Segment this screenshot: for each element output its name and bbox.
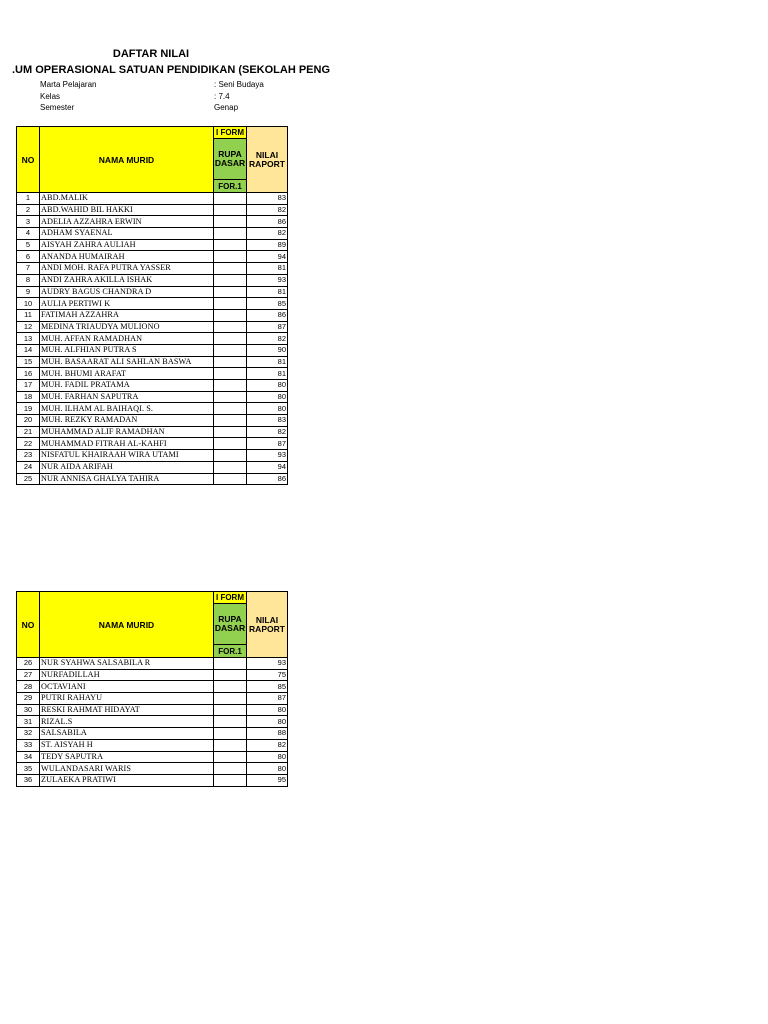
formative-score-cell <box>214 669 247 681</box>
student-row <box>17 450 288 462</box>
header-no: NO <box>17 127 40 193</box>
formative-score-cell <box>214 415 247 427</box>
formative-score-cell <box>214 426 247 438</box>
grade-table-2 <box>16 591 288 787</box>
student-name: ADHAM SYAENAL <box>40 228 214 240</box>
student-number: 2 <box>17 204 40 216</box>
report-score: 88 <box>247 728 288 740</box>
student-number: 27 <box>17 669 40 681</box>
student-number: 24 <box>17 461 40 473</box>
report-score: 86 <box>247 309 288 321</box>
report-score: 80 <box>247 380 288 392</box>
student-number: 33 <box>17 739 40 751</box>
header-name: NAMA MURID <box>40 127 214 193</box>
student-name: MUH. ILHAM AL BAIHAQI. S. <box>40 403 214 415</box>
student-row <box>17 415 288 427</box>
report-score: 89 <box>247 239 288 251</box>
student-name: MUH. BASAARAT ALI SAHLAN BASWA <box>40 356 214 368</box>
report-score: 80 <box>247 716 288 728</box>
formative-score-cell <box>214 739 247 751</box>
student-row <box>17 763 288 775</box>
student-row <box>17 669 288 681</box>
report-score: 80 <box>247 704 288 716</box>
formative-score-cell <box>214 298 247 310</box>
student-name: MUH. BHUMI ARAFAT <box>40 368 214 380</box>
student-name: PUTRI RAHAYU <box>40 693 214 705</box>
header-rupa-line2: DASAR <box>214 158 246 168</box>
student-row <box>17 356 288 368</box>
formative-score-cell <box>214 204 247 216</box>
student-name: TEDY SAPUTRA <box>40 751 214 763</box>
student-row <box>17 461 288 473</box>
report-score: 82 <box>247 426 288 438</box>
student-number: 6 <box>17 251 40 263</box>
formative-score-cell <box>214 286 247 298</box>
formative-score-cell <box>214 391 247 403</box>
student-name: SALSABILA <box>40 728 214 740</box>
student-number: 9 <box>17 286 40 298</box>
header-rupa-line1: RUPA <box>218 614 242 624</box>
student-number: 8 <box>17 274 40 286</box>
formative-score-cell <box>214 344 247 356</box>
student-name: ADELIA AZZAHRA ERWIN <box>40 216 214 228</box>
formative-score-cell <box>214 763 247 775</box>
student-name: AISYAH ZAHRA AULIAH <box>40 239 214 251</box>
student-name: ANDI ZAHRA AKILLA ISHAK <box>40 274 214 286</box>
student-name: MUH. REZKY RAMADAN <box>40 415 214 427</box>
student-number: 12 <box>17 321 40 333</box>
student-row <box>17 380 288 392</box>
report-score: 85 <box>247 298 288 310</box>
report-score: 81 <box>247 263 288 275</box>
report-score: 82 <box>247 228 288 240</box>
student-name: ANDI MOH. RAFA PUTRA YASSER <box>40 263 214 275</box>
document-subtitle <box>12 64 331 76</box>
student-number: 1 <box>17 193 40 205</box>
formative-score-cell <box>214 728 247 740</box>
student-name: RIZAL.S <box>40 716 214 728</box>
student-row <box>17 391 288 403</box>
header-name: NAMA MURID <box>40 592 214 658</box>
student-name: NUR ANNISA GHALYA TAHIRA <box>40 473 214 485</box>
formative-score-cell <box>214 309 247 321</box>
student-name: MUH. FADIL PRATAMA <box>40 380 214 392</box>
subject-label: Marta Pelajaran <box>40 80 97 89</box>
student-number: 31 <box>17 716 40 728</box>
header-rupa-dasar <box>214 139 247 180</box>
report-score: 80 <box>247 403 288 415</box>
student-name: MUHAMMAD FITRAH AL-KAHFI <box>40 438 214 450</box>
header-rupa-line2: DASAR <box>214 623 246 633</box>
formative-score-cell <box>214 380 247 392</box>
student-name: NUR AIDA ARIFAH <box>40 461 214 473</box>
student-number: 21 <box>17 426 40 438</box>
student-row <box>17 368 288 380</box>
student-row <box>17 239 288 251</box>
formative-score-cell <box>214 751 247 763</box>
student-number: 28 <box>17 681 40 693</box>
header-formative: I FORM <box>214 127 247 139</box>
report-score: 86 <box>247 473 288 485</box>
student-row <box>17 286 288 298</box>
formative-score-cell <box>214 193 247 205</box>
report-score: 94 <box>247 461 288 473</box>
report-score: 93 <box>247 658 288 670</box>
student-name: NURFADILLAH <box>40 669 214 681</box>
student-number: 29 <box>17 693 40 705</box>
report-score: 81 <box>247 368 288 380</box>
subject-value: : Seni Budaya <box>214 80 264 89</box>
formative-score-cell <box>214 368 247 380</box>
student-row <box>17 298 288 310</box>
student-number: 7 <box>17 263 40 275</box>
student-row <box>17 403 288 415</box>
formative-score-cell <box>214 704 247 716</box>
student-row <box>17 426 288 438</box>
student-number: 10 <box>17 298 40 310</box>
header-nilai-raport <box>247 127 288 193</box>
header-for1: FOR.1 <box>214 645 247 658</box>
formative-score-cell <box>214 450 247 462</box>
student-number: 26 <box>17 658 40 670</box>
formative-score-cell <box>214 274 247 286</box>
header-nilai-line2: RAPORT <box>249 623 285 634</box>
student-row <box>17 751 288 763</box>
student-row <box>17 693 288 705</box>
student-name: ABD.WAHID BIL HAKKI <box>40 204 214 216</box>
grade-table-1 <box>16 126 288 485</box>
student-name: NISFATUL KHAIRAAH WIRA UTAMI <box>40 450 214 462</box>
student-row <box>17 193 288 205</box>
report-score: 90 <box>247 344 288 356</box>
student-row <box>17 658 288 670</box>
report-score: 83 <box>247 415 288 427</box>
student-name: AUDRY BAGUS CHANDRA D <box>40 286 214 298</box>
document-title: DAFTAR NILAI <box>112 48 190 60</box>
student-row <box>17 681 288 693</box>
formative-score-cell <box>214 403 247 415</box>
formative-score-cell <box>214 658 247 670</box>
student-number: 16 <box>17 368 40 380</box>
student-name: MUH. AFFAN RAMADHAN <box>40 333 214 345</box>
header-formative: I FORM <box>214 592 247 604</box>
student-number: 20 <box>17 415 40 427</box>
student-number: 4 <box>17 228 40 240</box>
report-score: 93 <box>247 274 288 286</box>
student-name: ZULAEKA PRATIWI <box>40 774 214 786</box>
report-score: 94 <box>247 251 288 263</box>
formative-score-cell <box>214 216 247 228</box>
formative-score-cell <box>214 473 247 485</box>
report-score: 86 <box>247 216 288 228</box>
report-score: 81 <box>247 286 288 298</box>
student-name: RESKI RAHMAT HIDAYAT <box>40 704 214 716</box>
header-rupa-line1: RUPA <box>218 149 242 159</box>
report-score: 87 <box>247 321 288 333</box>
student-name: WULANDASARI WARIS <box>40 763 214 775</box>
student-row <box>17 309 288 321</box>
class-label: Kelas <box>40 92 61 101</box>
report-score: 87 <box>247 693 288 705</box>
student-name: FATIMAH AZZAHRA <box>40 309 214 321</box>
report-score: 83 <box>247 193 288 205</box>
formative-score-cell <box>214 251 247 263</box>
formative-score-cell <box>214 716 247 728</box>
student-name: ABD.MALIK <box>40 193 214 205</box>
student-name: MUH. ALFHIAN PUTRA S <box>40 344 214 356</box>
student-number: 32 <box>17 728 40 740</box>
student-row <box>17 204 288 216</box>
student-number: 36 <box>17 774 40 786</box>
formative-score-cell <box>214 774 247 786</box>
report-score: 81 <box>247 356 288 368</box>
semester-value: Genap <box>214 103 239 112</box>
student-number: 17 <box>17 380 40 392</box>
report-score: 75 <box>247 669 288 681</box>
report-score: 80 <box>247 763 288 775</box>
report-score: 87 <box>247 438 288 450</box>
report-score: 93 <box>247 450 288 462</box>
student-row <box>17 228 288 240</box>
student-name: MEDINA TRIAUDYA MULIONO <box>40 321 214 333</box>
document-subtitle-text: .UM OPERASIONAL SATUAN PENDIDIKAN (SEKOLAH PENG <box>12 64 331 76</box>
report-score: 80 <box>247 391 288 403</box>
student-row <box>17 739 288 751</box>
header-nilai-line1: NILAI <box>255 149 279 160</box>
student-number: 5 <box>17 239 40 251</box>
student-number: 23 <box>17 450 40 462</box>
student-name: ST. AISYAH H <box>40 739 214 751</box>
report-score: 82 <box>247 333 288 345</box>
student-number: 22 <box>17 438 40 450</box>
student-name: ANANDA HUMAIRAH <box>40 251 214 263</box>
report-score: 80 <box>247 751 288 763</box>
header-for1: FOR.1 <box>214 180 247 193</box>
student-row <box>17 263 288 275</box>
class-value: : 7.4 <box>214 92 230 101</box>
student-number: 14 <box>17 344 40 356</box>
student-row <box>17 774 288 786</box>
semester-label: Semester <box>40 103 75 112</box>
student-row <box>17 728 288 740</box>
report-score: 85 <box>247 681 288 693</box>
student-row <box>17 716 288 728</box>
formative-score-cell <box>214 438 247 450</box>
header-rupa-dasar <box>214 604 247 645</box>
student-row <box>17 274 288 286</box>
student-number: 25 <box>17 473 40 485</box>
student-row <box>17 251 288 263</box>
student-number: 19 <box>17 403 40 415</box>
formative-score-cell <box>214 263 247 275</box>
student-row <box>17 704 288 716</box>
formative-score-cell <box>214 321 247 333</box>
student-number: 30 <box>17 704 40 716</box>
student-number: 34 <box>17 751 40 763</box>
student-row <box>17 344 288 356</box>
student-row <box>17 333 288 345</box>
student-row <box>17 216 288 228</box>
header-nilai-line1: NILAI <box>255 614 279 625</box>
formative-score-cell <box>214 461 247 473</box>
student-number: 18 <box>17 391 40 403</box>
formative-score-cell <box>214 239 247 251</box>
student-name: NUR SYAHWA SALSABILA R <box>40 658 214 670</box>
formative-score-cell <box>214 356 247 368</box>
header-nilai-line2: RAPORT <box>249 158 285 169</box>
report-score: 95 <box>247 774 288 786</box>
student-name: AULIA PERTIWI K <box>40 298 214 310</box>
student-number: 15 <box>17 356 40 368</box>
student-number: 11 <box>17 309 40 321</box>
formative-score-cell <box>214 228 247 240</box>
student-number: 13 <box>17 333 40 345</box>
student-row <box>17 321 288 333</box>
header-no: NO <box>17 592 40 658</box>
student-name: MUHAMMAD ALIF RAMADHAN <box>40 426 214 438</box>
student-name: OCTAVIANI <box>40 681 214 693</box>
student-row <box>17 438 288 450</box>
student-row <box>17 473 288 485</box>
formative-score-cell <box>214 681 247 693</box>
header-nilai-raport <box>247 592 288 658</box>
student-name: MUH. FARHAN SAPUTRA <box>40 391 214 403</box>
student-number: 3 <box>17 216 40 228</box>
report-score: 82 <box>247 204 288 216</box>
formative-score-cell <box>214 333 247 345</box>
report-score: 82 <box>247 739 288 751</box>
student-number: 35 <box>17 763 40 775</box>
formative-score-cell <box>214 693 247 705</box>
